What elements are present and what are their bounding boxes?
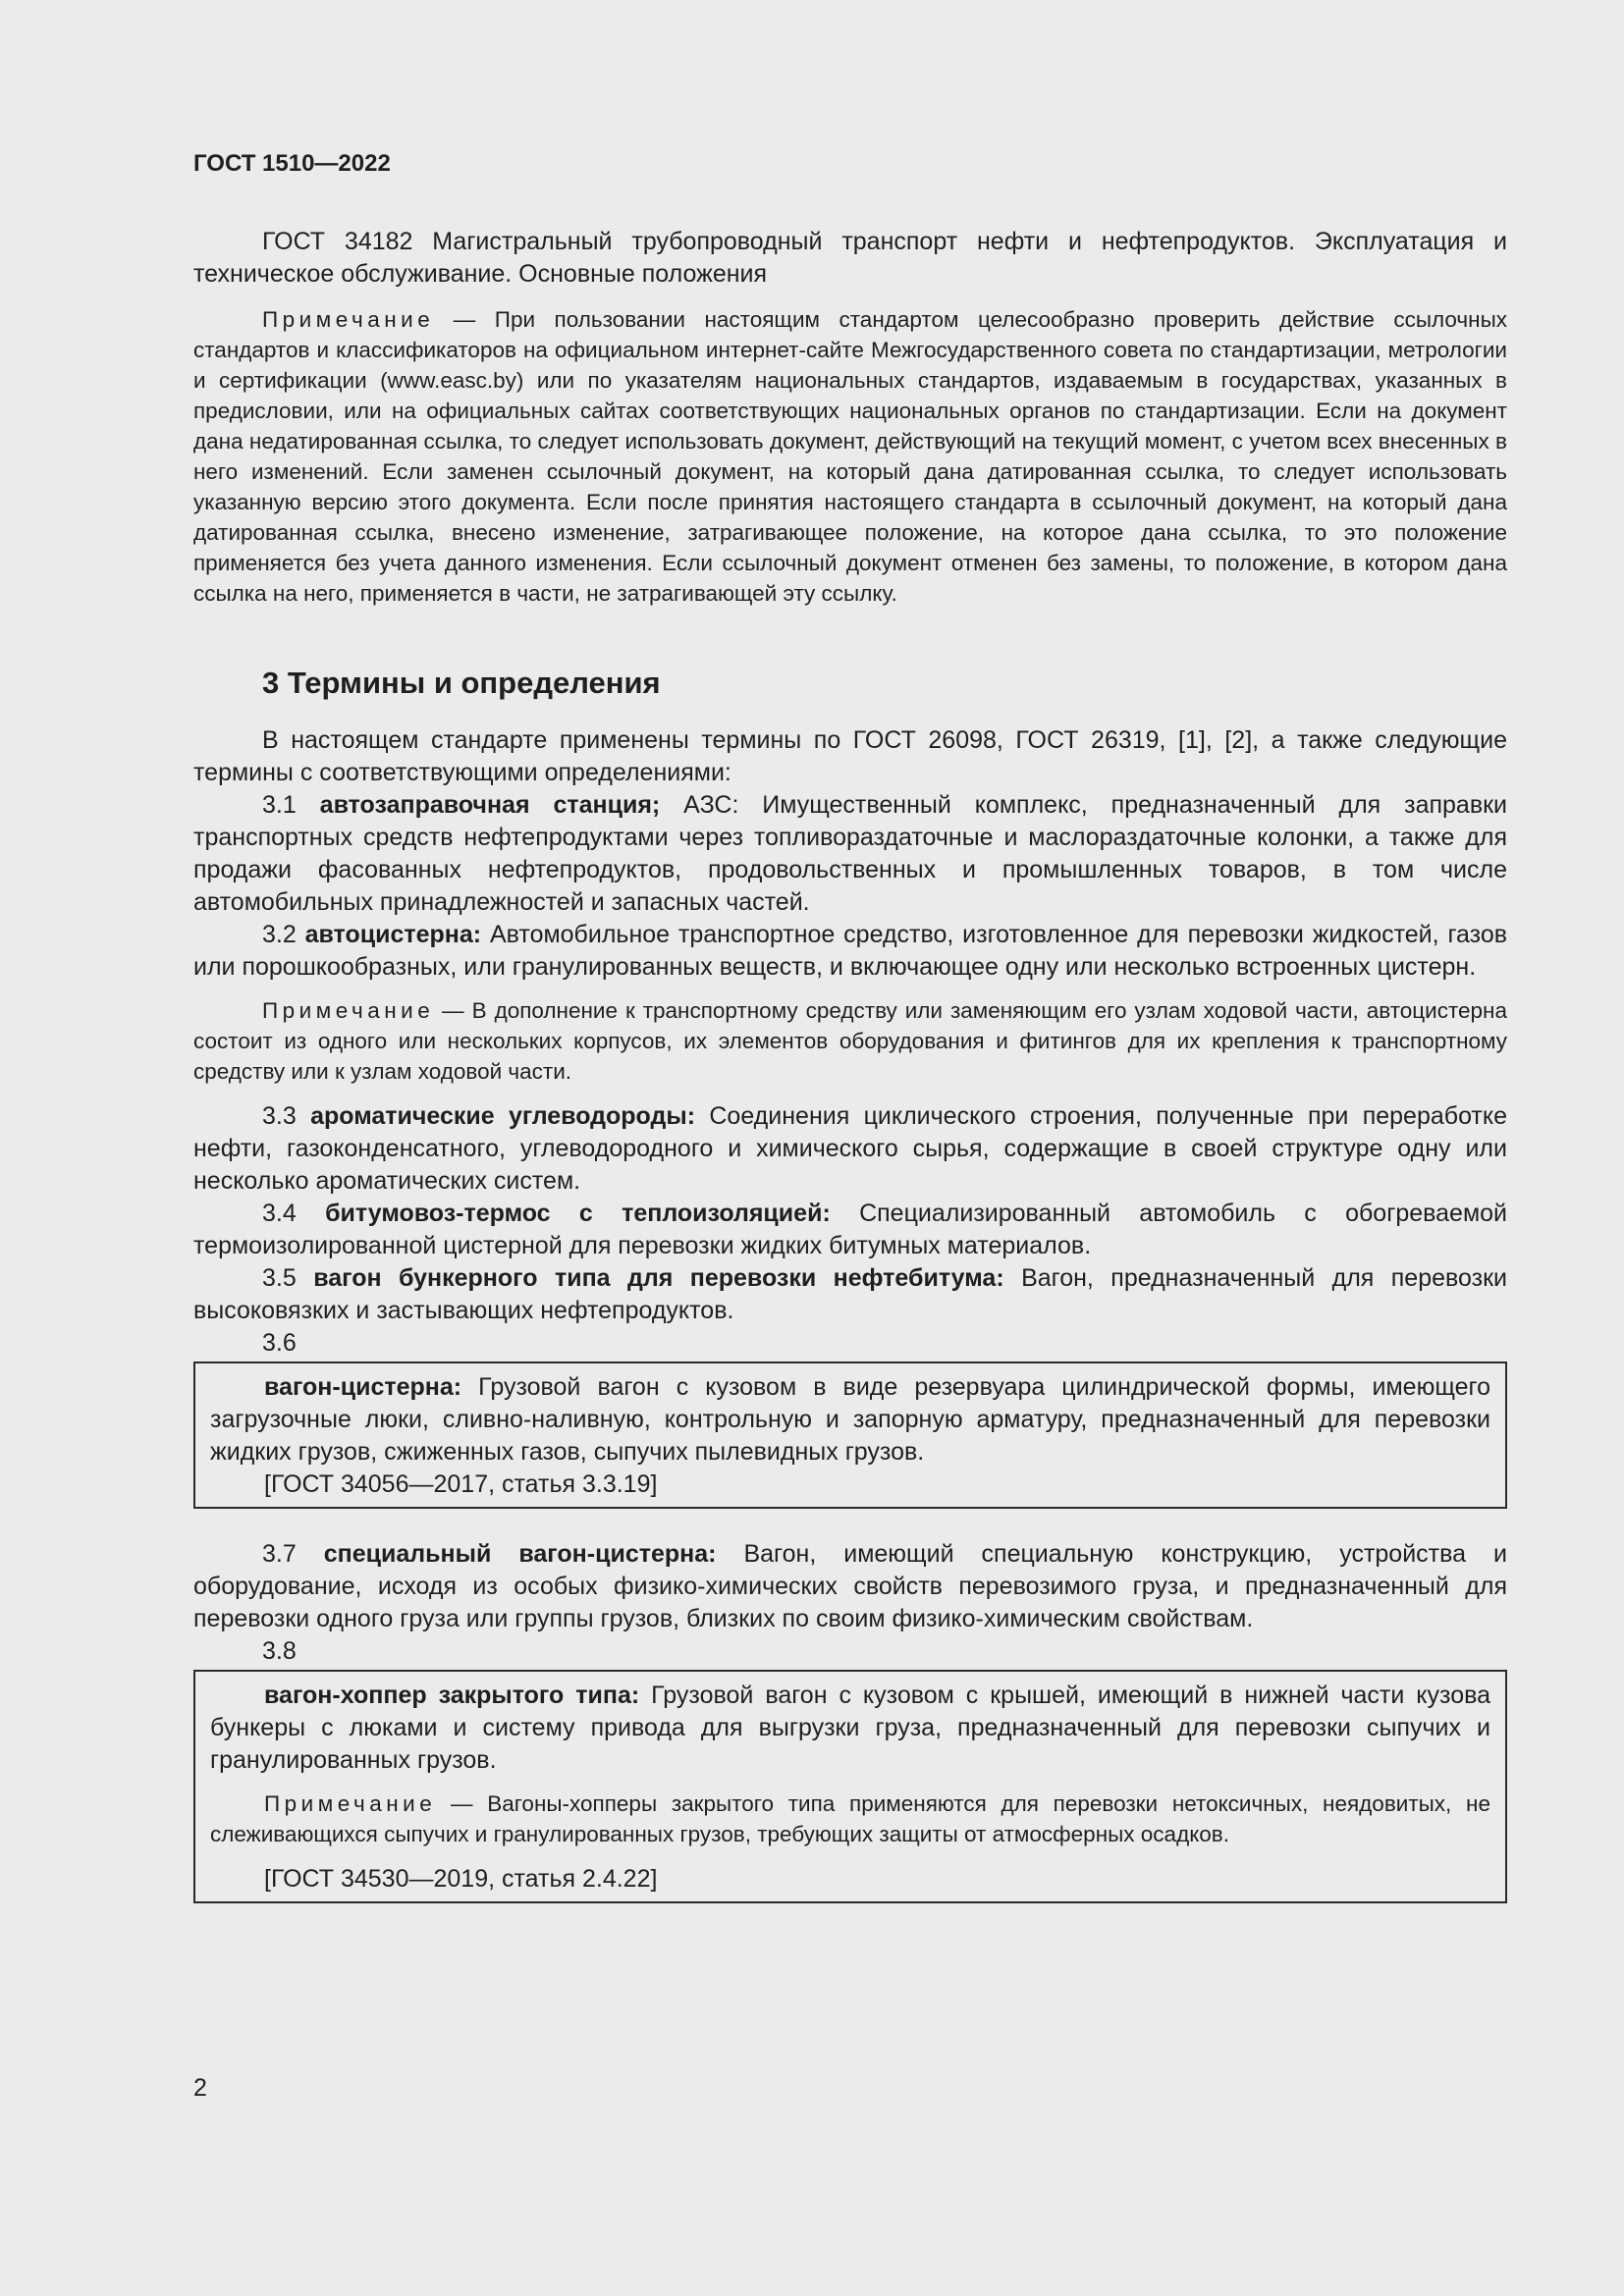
- term-name: битумовоз-термос с теплоизоляцией:: [325, 1200, 831, 1227]
- section-intro: В настоящем стандарте применены термины по ГОСТ 26098, ГОСТ 26319, [1], [2], а также следующие термины с соответствующими определениями:: [193, 726, 1507, 786]
- term-3-8-box: [193, 1670, 1507, 1903]
- term-name: специальный вагон-цистерна:: [323, 1540, 717, 1568]
- section-title: 3 Термины и определения: [262, 666, 661, 700]
- term-3-8: [210, 1680, 1490, 1777]
- term-definition: Вагон, предназначенный для перевозки высоковязких и застывающих нефтепродуктов.: [193, 1264, 1508, 1324]
- term-name: ароматические углеводороды:: [310, 1102, 696, 1130]
- note-text: — При пользовании настоящим стандартом целесообразно проверить действие ссылочных стандартов и классификаторов на официальном интернет-сайте Межгосударственного совета по стандартизации, метрологии и сертификации (www.easc.by) или по указателям национальных стандартов, издаваемым в государствах, указанных в предисловии, или на официальных сайтах соответствующих национальных органов по стандартизации. Если на документ дана недатированная ссылка, то следует использовать документ, действующий на текущий момент, с учетом всех внесенных в него изменений. Если заменен ссылочный документ, на который дана датированная ссылка, то следует использовать указанную версию этого документа. Если после принятия настоящего стандарта в ссылочный документ, на который дана датированная ссылка, внесено изменение, затрагивающее положение, на которое дана ссылка, то это положение применяется без учета данного изменения. Если ссылочный документ отменен без замены, то положение, в котором дана ссылка на него, применяется в части, не затрагивающей эту ссылку.: [193, 307, 1507, 606]
- term-3-6-number: 3.6: [262, 1329, 297, 1357]
- note-term-3-2: [193, 995, 1507, 1087]
- term-number: 3.3: [262, 1102, 311, 1130]
- term-definition: Грузовой вагон с кузовом с крышей, имеющий в нижней части кузова бункеры с люками и систему привода для выгрузки груза, предназначенный для перевозки сыпучих и гранулированных грузов.: [210, 1682, 1491, 1774]
- term-3-6-source: [ГОСТ 34056—2017, статья 3.3.19]: [264, 1470, 658, 1498]
- note-label: Примечание: [264, 1791, 437, 1816]
- term-definition: Специализированный автомобиль с обогреваемой термоизолированной цистерной для перевозки жидких битумных материалов.: [193, 1200, 1507, 1259]
- term-3-1: [193, 789, 1507, 919]
- term-definition: Автомобильное транспортное средство, изготовленное для перевозки жидкостей, газов или порошкообразных, или гранулированных веществ, и включающее одну или несколько встроенных цистерн.: [193, 921, 1507, 981]
- note-term-3-8: [210, 1789, 1490, 1849]
- document-page: [193, 147, 1507, 1903]
- term-definition: АЗС: Имущественный комплекс, предназначенный для заправки транспортных средств нефтепродуктами через топливораздаточные и маслораздаточные колонки, а также для продажи фасованных нефтепродуктов, продовольственных и промышленных товаров, в том числе автомобильных принадлежностей и запасных частей.: [193, 791, 1508, 916]
- term-number: 3.7: [262, 1540, 324, 1568]
- page-number: 2: [193, 2074, 207, 2102]
- term-definition: Вагон, имеющий специальную конструкцию, устройства и оборудование, исходя из особых физико-химических свойств перевозимого груза, и предназначенный для перевозки одного груза или группы грузов, близких по своим физико-химическим свойствам.: [193, 1540, 1507, 1632]
- note-label: Примечание: [262, 307, 435, 332]
- note-text: — Вагоны-хопперы закрытого типа применяются для перевозки нетоксичных, неядовитых, не слеживающихся сыпучих и гранулированных грузов, требующих защиты от атмосферных осадков.: [210, 1791, 1490, 1846]
- term-3-2: [193, 919, 1507, 984]
- term-name: вагон-цистерна:: [264, 1373, 462, 1401]
- document-header: ГОСТ 1510—2022: [193, 150, 391, 177]
- term-3-6: [210, 1371, 1490, 1468]
- term-3-8-number: 3.8: [262, 1637, 297, 1665]
- reference-gost-34182: ГОСТ 34182 Магистральный трубопроводный транспорт нефти и нефтепродуктов. Эксплуатация и техническое обслуживание. Основные положения: [193, 228, 1507, 288]
- term-3-3: [193, 1100, 1507, 1198]
- term-3-7: [193, 1538, 1507, 1635]
- term-name: автоцистерна:: [304, 921, 482, 948]
- term-number: 3.2: [262, 921, 305, 948]
- term-3-8-source: [ГОСТ 34530—2019, статья 2.4.22]: [264, 1865, 658, 1893]
- term-definition: Соединения циклического строения, полученные при переработке нефти, газоконденсатного, углеводородного и химического сырья, содержащие в своей структуре одну или несколько ароматических систем.: [193, 1102, 1508, 1195]
- note-label: Примечание: [262, 998, 435, 1023]
- term-name: вагон-хоппер закрытого типа:: [264, 1682, 640, 1709]
- term-3-5: [193, 1262, 1507, 1327]
- term-name: автозаправочная станция;: [319, 791, 661, 819]
- term-3-4: [193, 1198, 1507, 1262]
- term-definition: Грузовой вагон с кузовом в виде резервуара цилиндрической формы, имеющего загрузочные люки, сливно-наливную, контрольную и запорную арматуру, предназначенный для перевозки жидких грузов, сжиженных газов, сыпучих пылевидных грузов.: [210, 1373, 1490, 1466]
- term-name: вагон бункерного типа для перевозки нефтебитума:: [313, 1264, 1004, 1292]
- term-number: 3.1: [262, 791, 320, 819]
- term-3-6-box: [193, 1362, 1507, 1509]
- note-references: [193, 304, 1507, 609]
- term-number: 3.5: [262, 1264, 314, 1292]
- term-number: 3.4: [262, 1200, 326, 1227]
- note-text: — В дополнение к транспортному средству или заменяющим его узлам ходовой части, автоцистерна состоит из одного или нескольких корпусов, их элементов оборудования и фитингов для их крепления к транспортному средству или к узлам ходовой части.: [193, 998, 1507, 1084]
